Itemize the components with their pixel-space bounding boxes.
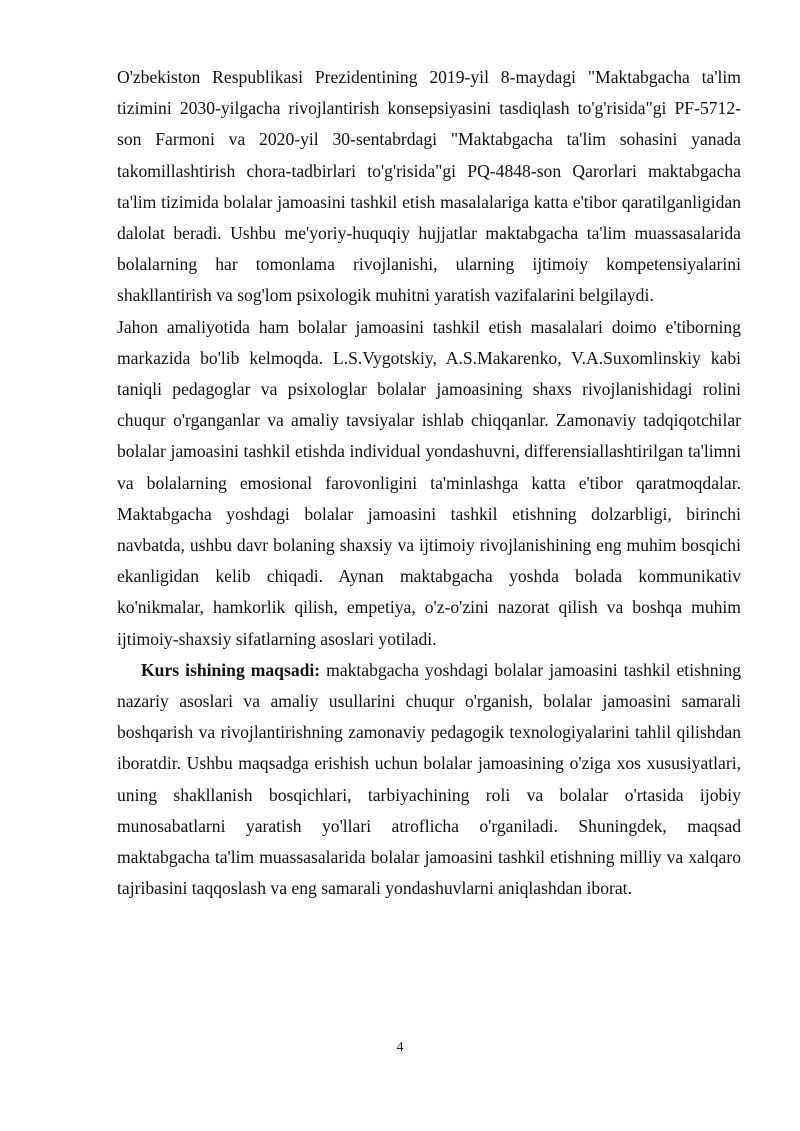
document-body [117,62,741,904]
page-number: 4 [396,1040,404,1055]
paragraph-course-goal [117,655,741,905]
paragraph-decrees: O'zbekiston Respublikasi Prezidentining 2019-yil 8-maydagi "Maktabgacha ta'lim tizimini 2030-yilgacha rivojlantirish konsepsiyasini tasdiqlash to'g'risida"gi PF-5712-son Farmoni va 2020-yil 30-sentabrdagi "Maktabgacha ta'lim sohasini yanada takomillashtirish chora-tadbirlari to'g'risida"gi PQ-4848-son Qarorlari maktabgacha ta'lim tizimida bolalar jamoasini tashkil etish masalalariga katta e'tibor qaratilganligidan dalolat beradi. Ushbu me'yoriy-huquqiy hujjatlar maktabgacha ta'lim muassasalarida bolalarning har tomonlama rivojlanishi, ularning ijtimoiy kompetensiyalarini shakllantirish va sog'lom psixologik muhitni yaratish vazifalarini belgilaydi. [117,67,741,306]
paragraph-world-practice: Jahon amaliyotida ham bolalar jamoasini tashkil etish masalalari doimo e'tiborning markazida bo'lib kelmoqda. L.S.Vygotskiy, A.S.Makarenko, V.A.Suxomlinskiy kabi taniqli pedagoglar va psixologlar bolalar jamoasining shaxs rivojlanishidagi rolini chuqur o'rganganlar va amaliy tavsiyalar ishlab chiqqanlar. Zamonaviy tadqiqotchilar bolalar jamoasini tashkil etishda individual yondashuvni, differensiallashtirilgan ta'limni va bolalarning emosional farovonligini ta'minlashga katta e'tibor qaratmoqdalar. Maktabgacha yoshdagi bolalar jamoasini tashkil etishning dolzarbligi, birinchi navbatda, ushbu davr bolaning shaxsiy va ijtimoiy rivojlanishining eng muhim bosqichi ekanligidan kelib chiqadi. Aynan maktabgacha yoshda bolada kommunikativ ko'nikmalar, hamkorlik qilish, empetiya, o'z-o'zini nazorat qilish va boshqa muhim ijtimoiy-shaxsiy sifatlarning asoslari yotiladi. [117,316,741,649]
course-goal-heading: Kurs ishining maqsadi: [141,659,321,680]
course-goal-text: maktabgacha yoshdagi bolalar jamoasini tashkil etishning nazariy asoslari va amaliy usullarini chuqur o'rganish, bolalar jamoasini samarali boshqarish va rivojlantirishning zamonaviy pedagogik texnologiyalarini tahlil qilishdan iboratdir. Ushbu maqsadga erishish uchun bolalar jamoasining o'ziga xos xususiyatlari, uning shakllanish bosqichlari, tarbiyachining roli va bolalar o'rtasida ijobiy munosabatlarni yaratish yo'llari atroflicha o'rganiladi. Shuningdek, maqsad maktabgacha ta'lim muassasalarida bolalar jamoasini tashkil etishning milliy va xalqaro tajribasini taqqoslash va eng samarali yondashuvlarni aniqlashdan iborat. [117,659,742,899]
